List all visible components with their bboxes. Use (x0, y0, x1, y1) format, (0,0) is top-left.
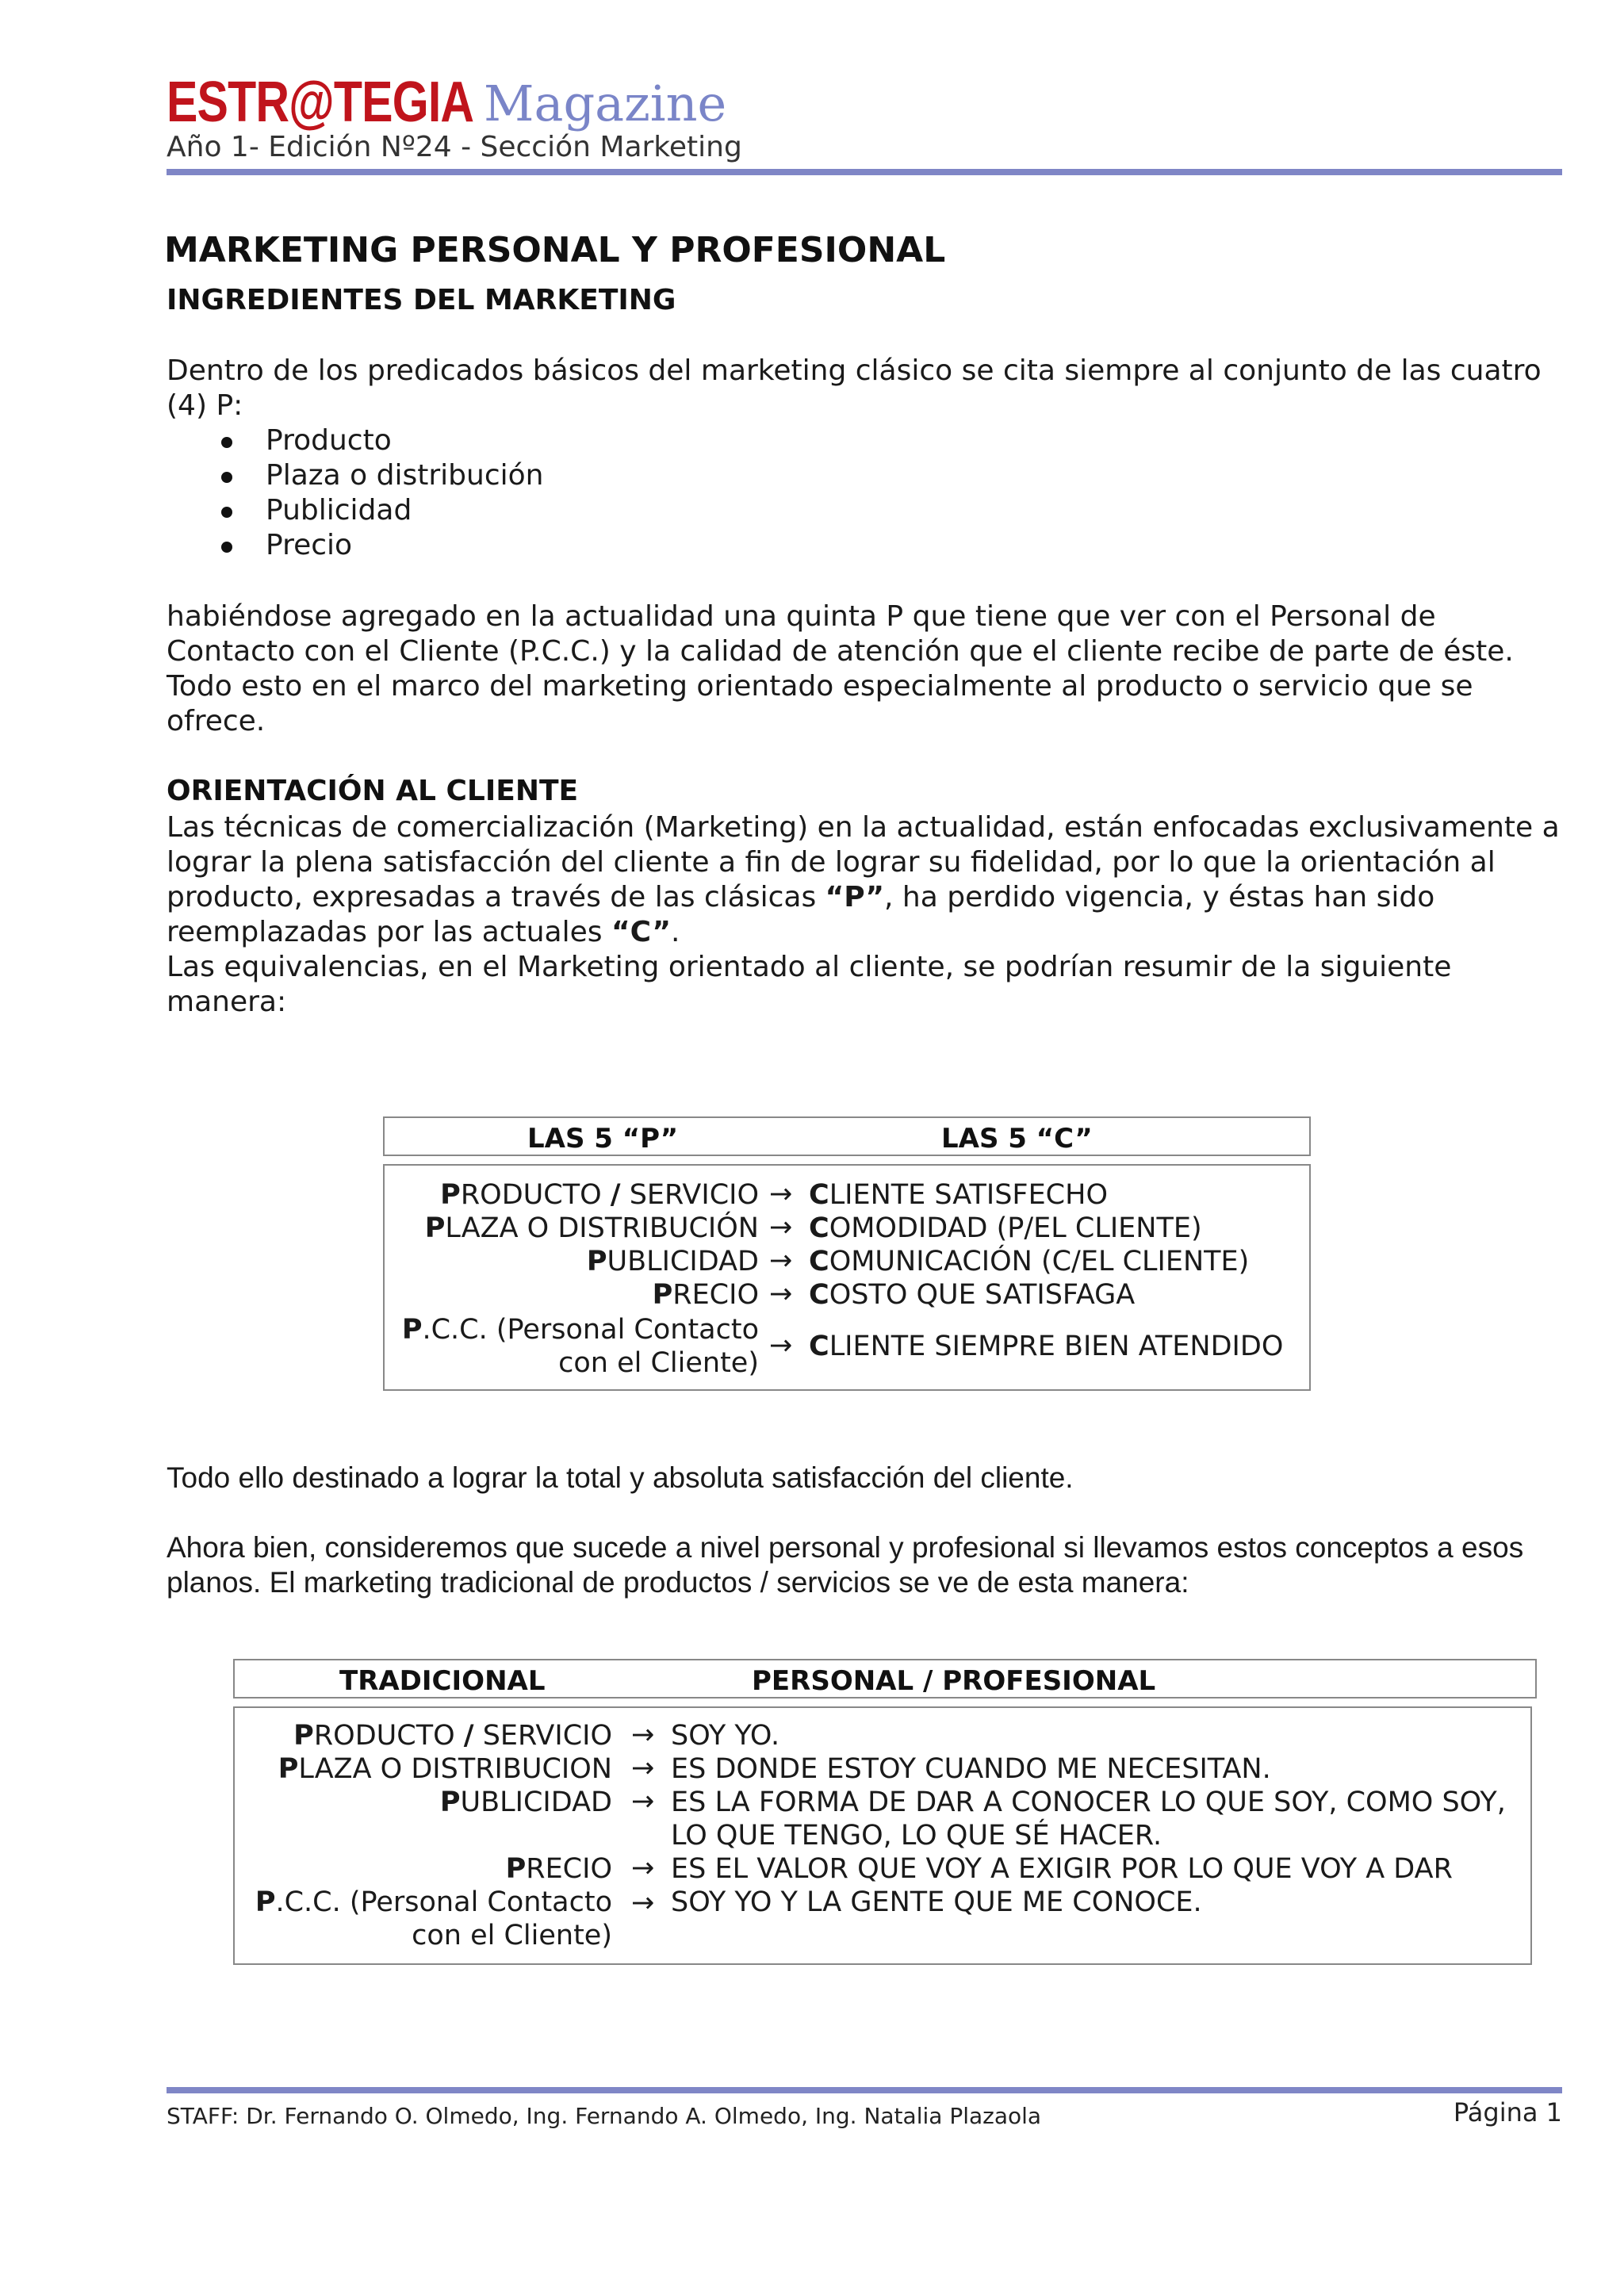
table2-col-tradicional: TRADICIONAL (339, 1665, 546, 1697)
magazine-logo (167, 70, 727, 134)
table1-col-c: LAS 5 “C” (941, 1123, 1093, 1155)
orientation-paragraph: Las técnicas de comercialización (Marketing) en la actualidad, están enfocadas exclusivamente a lograr la plena satisfacción del cliente a fin de lograr su fidelidad, por lo que la orientación al producto, expresadas a través de las clásicas “P”, ha perdido vigencia, y éstas han sido reemplazadas por las actuales “C”. (167, 811, 1560, 948)
satisfaction-paragraph: Todo ello destinado a lograr la total y absoluta satisfacción del cliente. (167, 1461, 1074, 1494)
arrow-icon: → (769, 1178, 793, 1210)
list-item: Precio (218, 528, 543, 563)
page-number: Página 1 (1453, 2097, 1562, 2127)
table-row-right: COMODIDAD (P/EL CLIENTE) (809, 1212, 1202, 1244)
article-title: MARKETING PERSONAL Y PROFESIONAL (164, 230, 946, 270)
table-row-right: ES EL VALOR QUE VOY A EXIGIR POR LO QUE VOY A DAR (671, 1853, 1453, 1885)
logo-estrategia: ESTR@TEGIA (167, 71, 474, 134)
table-row-left: PRODUCTO / SERVICIO (440, 1179, 759, 1211)
four-p-list (218, 423, 543, 563)
arrow-icon: → (631, 1752, 655, 1784)
table-row-right: SOY YO. (671, 1720, 780, 1752)
arrow-icon: → (631, 1852, 655, 1884)
list-item: Producto (218, 423, 543, 458)
personal-paragraph: Ahora bien, consideremos que sucede a nivel personal y profesional si llevamos estos conceptos a esos planos. El marketing tradicional de productos / servicios se ve de esta manera: (167, 1531, 1524, 1599)
footer-rule (167, 2087, 1562, 2093)
staff-credits: STAFF: Dr. Fernando O. Olmedo, Ing. Fernando A. Olmedo, Ing. Natalia Plazaola (167, 2103, 1042, 2129)
section-heading-orientacion: ORIENTACIÓN AL CLIENTE (167, 775, 579, 807)
header-rule (167, 169, 1562, 175)
table-row-right: COMUNICACIÓN (C/EL CLIENTE) (809, 1246, 1250, 1277)
arrow-icon: → (769, 1245, 793, 1277)
table2-col-personal: PERSONAL / PROFESIONAL (752, 1665, 1156, 1697)
table-row-left: PRECIO (652, 1279, 759, 1311)
table-row-right: COSTO QUE SATISFAGA (809, 1279, 1136, 1311)
intro-paragraph: Dentro de los predicados básicos del marketing clásico se cita siempre al conjunto de las cuatro (4) P: (167, 354, 1542, 422)
table-row-left: PUBLICIDAD (586, 1246, 759, 1277)
table-row-left: PRODUCTO / SERVICIO (293, 1720, 612, 1752)
table1-col-p: LAS 5 “P” (527, 1123, 679, 1155)
arrow-icon: → (631, 1887, 655, 1919)
arrow-icon: → (631, 1786, 655, 1817)
issue-line: Año 1- Edición Nº24 - Sección Marketing (167, 131, 742, 163)
table-row-right: SOY YO Y LA GENTE QUE ME CONOCE. (671, 1886, 1202, 1918)
list-item: Publicidad (218, 493, 543, 528)
table-row-left: P.C.C. (Personal Contacto con el Cliente) (255, 1886, 612, 1951)
table-row-right: CLIENTE SIEMPRE BIEN ATENDIDO (809, 1331, 1284, 1362)
arrow-icon: → (769, 1278, 793, 1310)
table1-header (383, 1116, 1311, 1156)
logo-magazine: Magazine (484, 75, 727, 132)
table-row-left: PLAZA O DISTRIBUCION (278, 1753, 612, 1785)
table-row-left: PRECIO (505, 1853, 612, 1885)
table-row-right: CLIENTE SATISFECHO (809, 1179, 1108, 1211)
fifth-p-paragraph: habiéndose agregado en la actualidad una quinta P que tiene que ver con el Personal de Contacto con el Cliente (P.C.C.) y la calidad de atención que el cliente recibe de parte de éste. Todo esto en el marco del marketing orientado especialmente al producto o servicio que se ofrece. (167, 600, 1514, 737)
table2-header (233, 1659, 1537, 1698)
section-heading-ingredientes: INGREDIENTES DEL MARKETING (167, 284, 676, 316)
list-item: Plaza o distribución (218, 458, 543, 493)
table-row-right: LO QUE TENGO, LO QUE SÉ HACER. (671, 1820, 1162, 1852)
arrow-icon: → (631, 1719, 655, 1751)
table-row-left: PUBLICIDAD (439, 1787, 612, 1818)
table-row-right: ES DONDE ESTOY CUANDO ME NECESITAN. (671, 1753, 1271, 1785)
table-row-left: PLAZA O DISTRIBUCIÓN (424, 1212, 759, 1244)
table-row-left: P.C.C. (Personal Contacto con el Cliente) (401, 1314, 759, 1379)
arrow-icon: → (769, 1330, 793, 1361)
equivalences-paragraph: Las equivalencias, en el Marketing orientado al cliente, se podrían resumir de la siguiente manera: (167, 951, 1452, 1018)
arrow-icon: → (769, 1212, 793, 1243)
table-row-right: ES LA FORMA DE DAR A CONOCER LO QUE SOY, COMO SOY, (671, 1787, 1506, 1818)
